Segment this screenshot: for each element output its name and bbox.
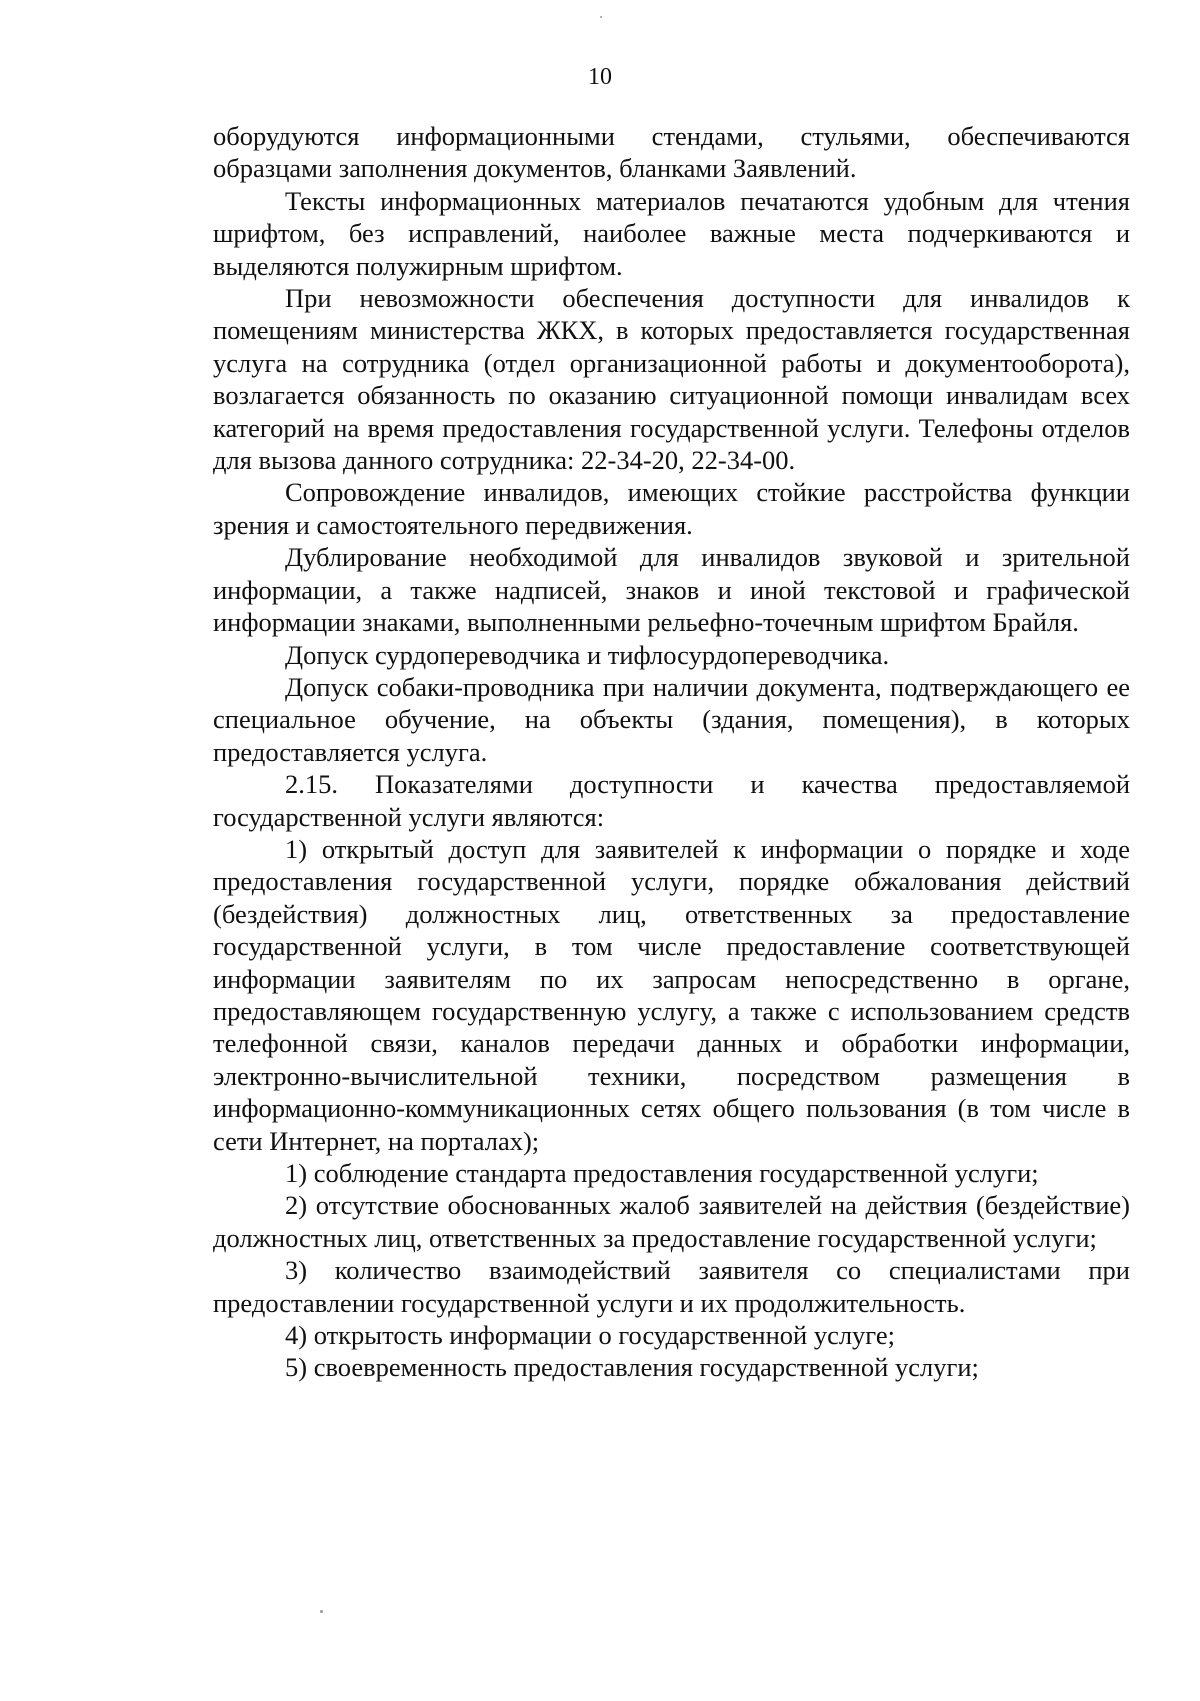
paragraph-guide-dog: Допуск собаки-проводника при наличии документа, подтверждающего ее специальное обучение, на объекты (здания, помещения), в которых предоставляется услуга. (213, 671, 1130, 767)
paragraph-sign-interpreter: Допуск сурдопереводчика и тифлосурдопереводчика. (285, 639, 890, 670)
document-body (213, 120, 1130, 1384)
scan-speck (320, 1610, 323, 1613)
list-item-openness: 4) открытость информации о государственной услуге; (285, 1320, 895, 1351)
list-item-interactions: 3) количество взаимодействий заявителя со специалистами при предоставлении государственной услуги и их продолжительность. (213, 1255, 1130, 1318)
page-number: 10 (588, 64, 612, 90)
scan-speck (600, 16, 602, 18)
paragraph-braille: Дублирование необходимой для инвалидов звуковой и зрительной информации, а также надписей, знаков и иной текстовой и графической информации знаками, выполненными рельефно-точечным шрифтом Брайля. (213, 542, 1130, 638)
paragraph-text-materials: Тексты информационных материалов печатаются удобным для чтения шрифтом, без исправлений, наиболее важные места подчеркиваются и выделяются полужирным шрифтом. (213, 185, 1130, 281)
list-item-no-complaints: 2) отсутствие обоснованных жалоб заявителей на действия (бездействие) должностных лиц, ответственных за предоставление государственной услуги; (213, 1190, 1130, 1253)
paragraph-continuation: оборудуются информационными стендами, стульями, обеспечиваются образцами заполнения документов, бланками Заявлений. (213, 121, 1130, 184)
list-item-standard-compliance: 1) соблюдение стандарта предоставления государственной услуги; (285, 1158, 1039, 1188)
paragraph-escort: Сопровождение инвалидов, имеющих стойкие расстройства функции зрения и самостоятельного передвижения. (213, 477, 1130, 540)
list-item-open-access: 1) открытый доступ для заявителей к информации о порядке и ходе предоставления государственной услуги, порядке обжалования действий (бездействия) должностных лиц, ответственных за предоставление государственной услуги, в том числе предоставление соответствующей информации заявителям по их запросам непосредственно в органе, предоставляющем государственную услугу, а также с использованием средств телефонной связи, каналов передачи данных и обработки информации, электронно-вычислительной техники, посредством размещения в информационно-коммуникационных сетях общего пользования (в том числе в сети Интернет, на порталах); (213, 833, 1130, 1156)
list-item-timeliness: 5) своевременность предоставления государственной услуги; (285, 1352, 979, 1383)
paragraph-section-2-15: 2.15. Показателями доступности и качества предоставляемой государственной услуги являются: (213, 769, 1130, 832)
paragraph-accessibility-assistance: При невозможности обеспечения доступности для инвалидов к помещениям министерства ЖКХ, в которых предоставляется государственная услуга на сотрудника (отдел организационной работы и документооборота), возлагается обязанность по оказанию ситуационной помощи инвалидам всех категорий на время предоставления государственной услуги. Телефоны отделов для вызова данного сотрудника: 22-34-20, 22-34-00. (213, 283, 1130, 476)
